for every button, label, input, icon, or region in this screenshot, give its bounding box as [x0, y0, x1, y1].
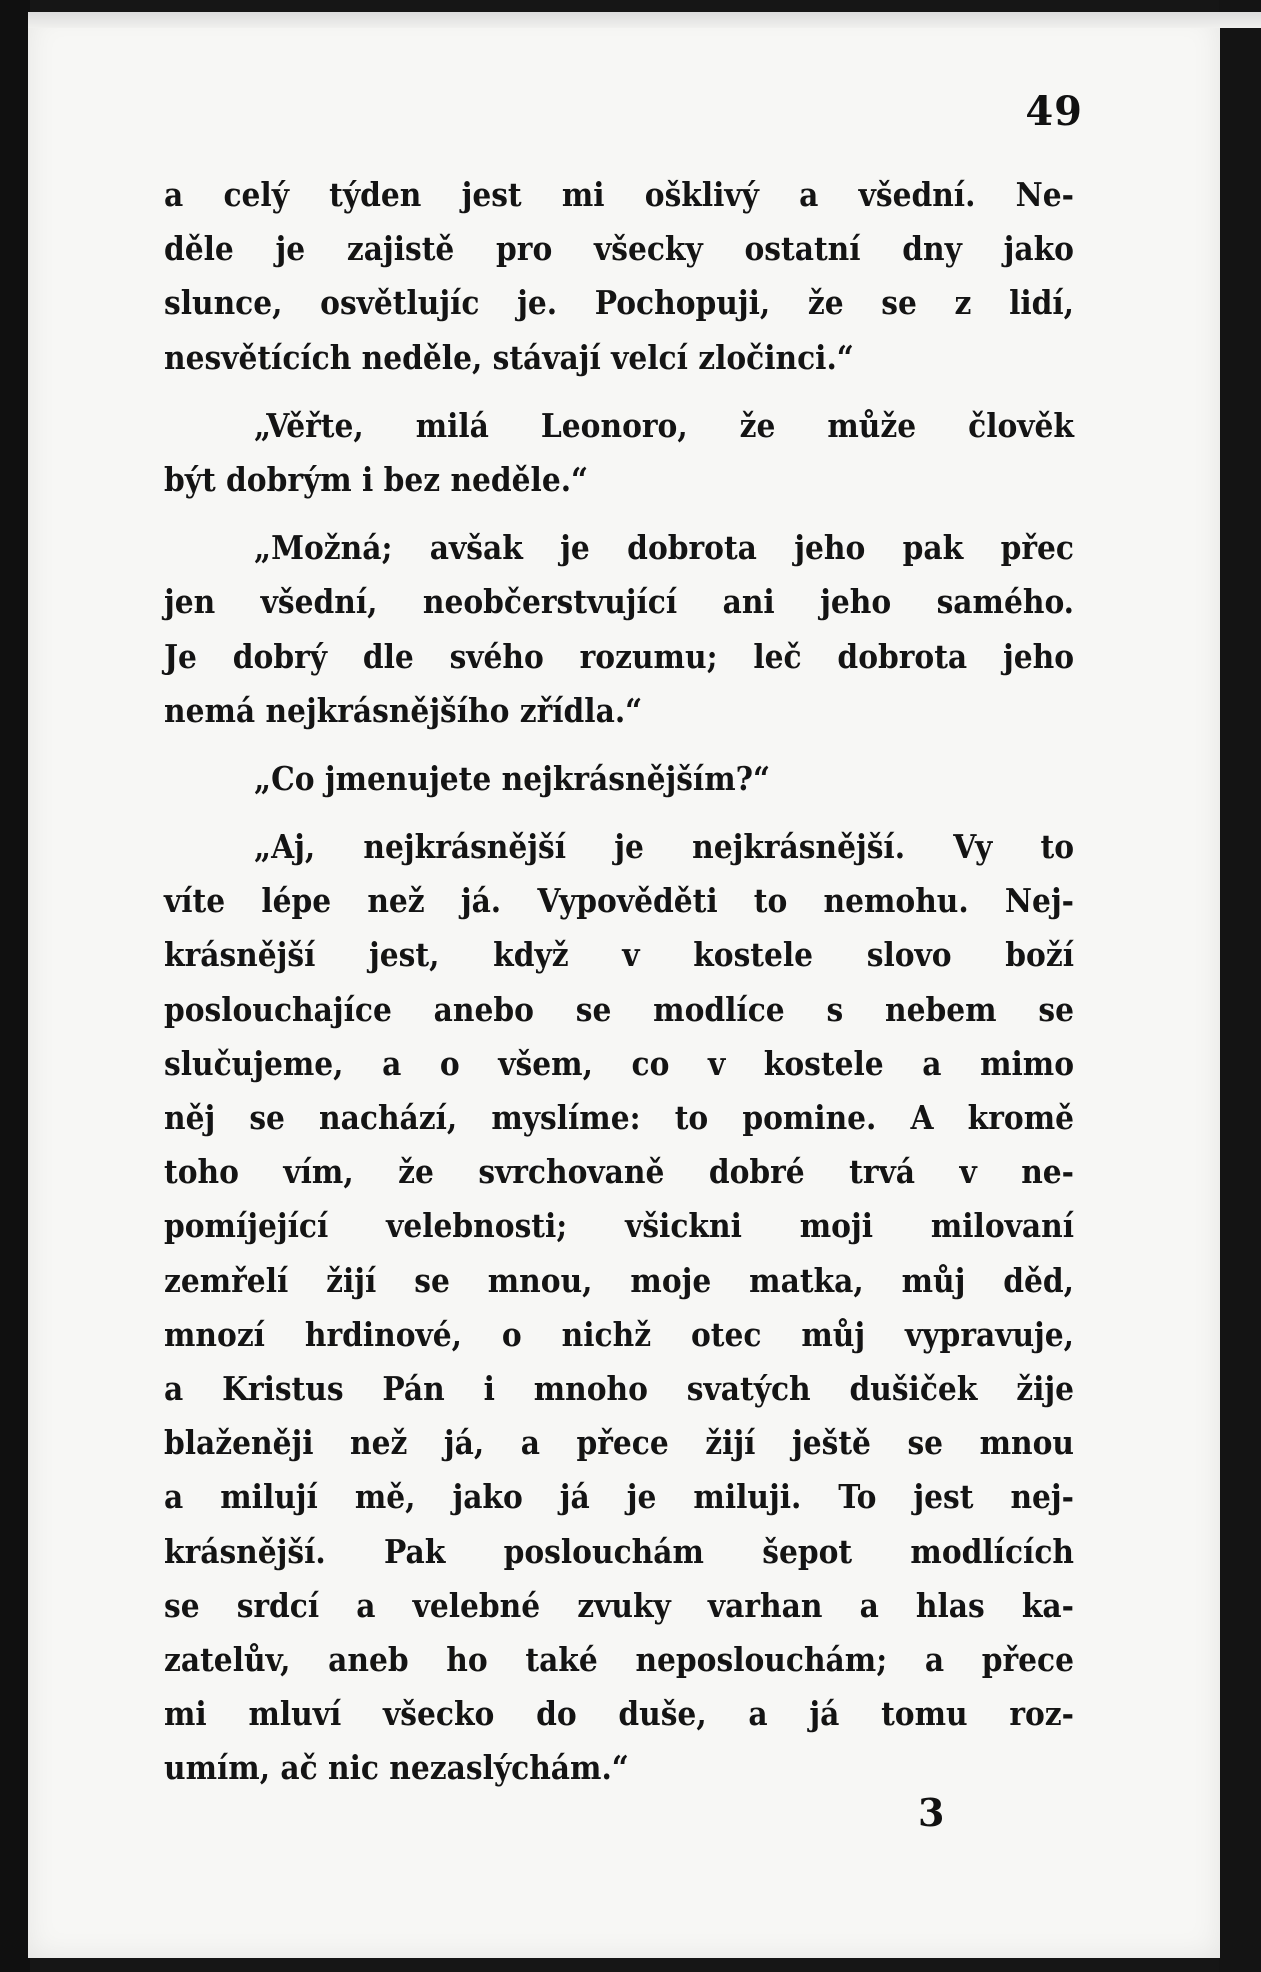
- text-line: toho vím, že svrchovaně dobré trvá v ne-: [164, 1152, 1074, 1192]
- text-line: a Kristus Pán i mnoho svatých dušiček žije: [164, 1368, 1074, 1408]
- text-line: děle je zajistě pro všecky ostatní dny jako: [164, 229, 1074, 269]
- text-line: Je dobrý dle svého rozumu; leč dobrota jeho: [164, 636, 1074, 676]
- text-line: slunce, osvětlujíc je. Pochopuji, že se z lidí,: [164, 283, 1074, 323]
- text-line: „Možná; avšak je dobrota jeho pak přec: [254, 528, 1074, 568]
- text-line: jen všední, neobčerstvující ani jeho samého.: [164, 582, 1074, 622]
- text-line: krásnější jest, když v kostele slovo boží: [164, 935, 1074, 975]
- right-scan-edge: [1219, 0, 1261, 1972]
- text-line: něj se nachází, myslíme: to pomine. A kromě: [164, 1098, 1074, 1137]
- text-line: „Věřte, milá Leonoro, že může člověk: [254, 405, 1074, 445]
- page-number: 49: [1025, 88, 1083, 135]
- text-line: slučujeme, a o všem, co v kostele a mimo: [164, 1043, 1074, 1083]
- text-line: nesvětících neděle, stávají velcí zločinci.“: [164, 337, 854, 377]
- text-line: víte lépe než já. Vypověděti to nemohu. Nej-: [164, 881, 1074, 921]
- text-line: pomíjející velebnosti; všickni moji milovaní: [164, 1206, 1074, 1246]
- text-line: zemřelí žijí se mnou, moje matka, můj děd,: [164, 1260, 1074, 1300]
- top-page-edge: [28, 12, 1261, 28]
- body-text: [164, 168, 1074, 1795]
- text-line: blaženěji než já, a přece žijí ještě se mnou: [164, 1423, 1074, 1463]
- text-line: a celý týden jest mi ošklivý a všední. Ne-: [164, 175, 1074, 214]
- text-line: krásnější. Pak poslouchám šepot modlících: [164, 1531, 1074, 1571]
- text-line: umím, ač nic nezaslýchám.“: [164, 1748, 629, 1788]
- signature-mark: 3: [918, 1790, 945, 1835]
- text-line: mnozí hrdinové, o nichž otec můj vypravuje,: [164, 1314, 1074, 1354]
- text-line: a milují mě, jako já je miluji. To jest nej-: [164, 1477, 1074, 1517]
- text-line: zatelův, aneb ho také neposlouchám; a přece: [164, 1639, 1074, 1679]
- text-line: poslouchajíce anebo se modlíce s nebem se: [164, 989, 1074, 1029]
- text-line: „Aj, nejkrásnější je nejkrásnější. Vy to: [254, 827, 1074, 867]
- text-line: mi mluví všecko do duše, a já tomu roz-: [164, 1694, 1074, 1734]
- text-line: „Co jmenujete nejkrásnějším?“: [254, 758, 771, 798]
- text-line: nemá nejkrásnějšího zřídla.“: [164, 690, 643, 730]
- left-binding-shadow: [0, 0, 30, 1972]
- text-line: se srdcí a velebné zvuky varhan a hlas ka-: [164, 1585, 1074, 1625]
- text-line: být dobrým i bez neděle.“: [164, 459, 589, 499]
